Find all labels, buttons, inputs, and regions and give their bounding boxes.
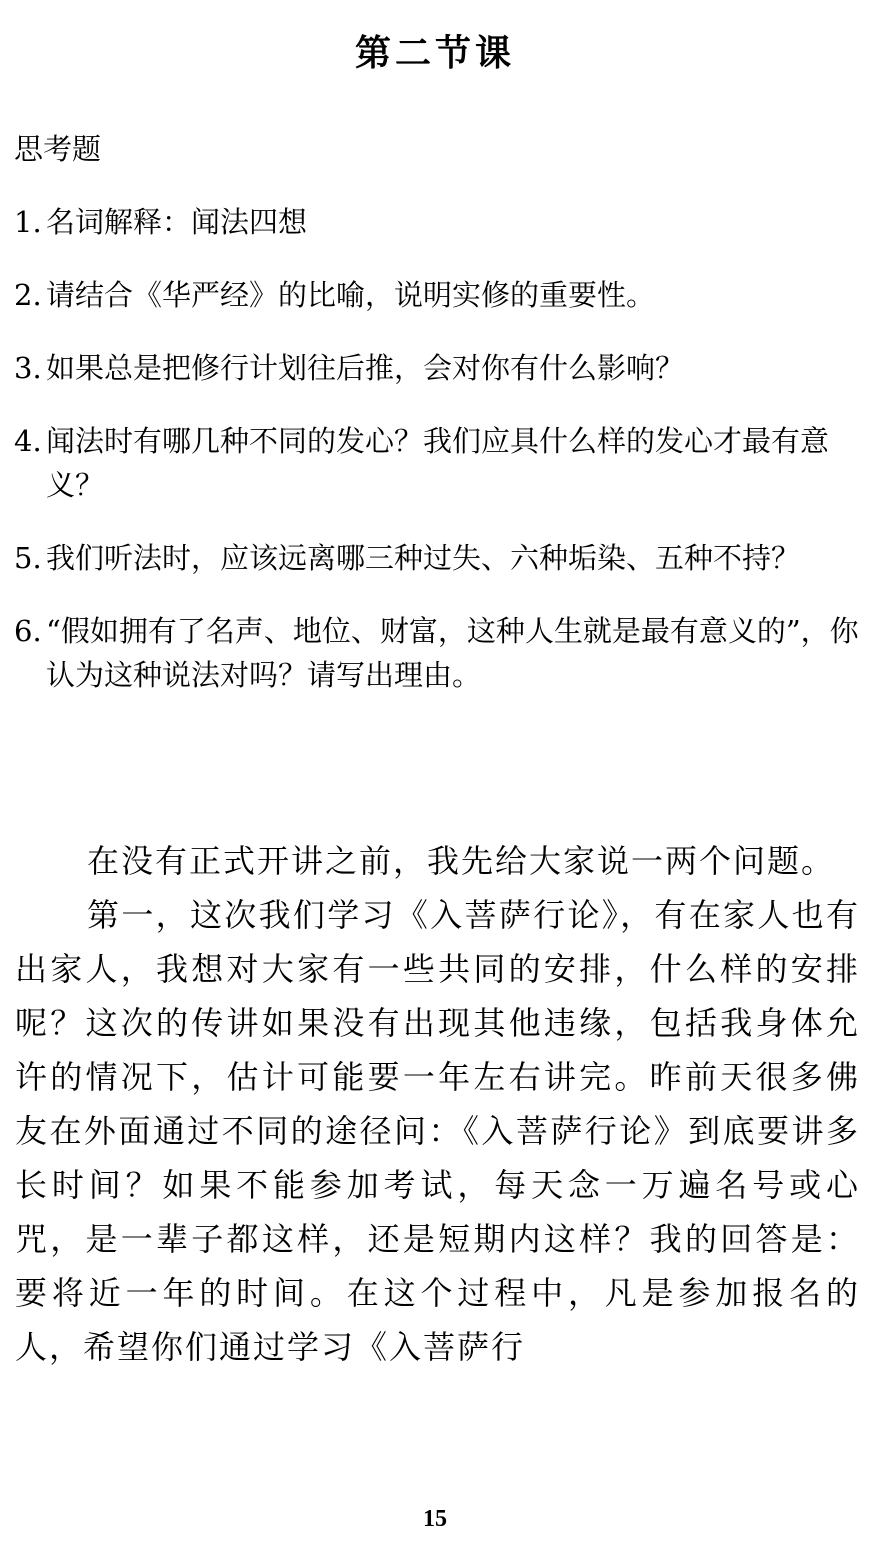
question-item (14, 609, 859, 697)
question-list (14, 200, 859, 697)
page-title: 第二节课 (354, 33, 515, 75)
question-text: 请结合《华严经》的比喻，说明实修的重要性。 (46, 278, 656, 312)
question-number: 5. (14, 541, 42, 575)
question-text: 名词解释：闻法四想 (46, 205, 308, 239)
lecture-paragraph: 在没有正式开讲之前，我先给大家说一两个问题。 (87, 842, 836, 880)
question-text: 如果总是把修行计划往后推，会对你有什么影响？ (46, 351, 685, 385)
question-item (14, 346, 859, 390)
question-number: 2. (14, 278, 42, 312)
question-text: 我们听法时，应该远离哪三种过失、六种垢染、五种不持？ (46, 541, 801, 575)
lecture-paragraph: 第一，这次我们学习《入菩萨行论》，有在家人也有出家人，我想对大家有一些共同的安排，什么样的安排呢？这次的传讲如果没有出现其他违缘，包括我身体允许的情况下，估计可能要一年左右讲完。昨前天很多佛友在外面通过不同的途径问：《入菩萨行论》到底要讲多长时间？如果不能参加考试，每天念一万遍名号或心咒，是一辈子都这样，还是短期内这样？我的回答是：要将近一年的时间。在这个过程中，凡是参加报名的人，希望你们通过学习《入菩萨行 (15, 896, 860, 1366)
question-text: “假如拥有了名声、地位、财富，这种人生就是最有意义的”，你认为这种说法对吗？请写出理由。 (46, 614, 859, 692)
questions-heading: 思考题 (14, 132, 102, 166)
question-number: 3. (14, 351, 42, 385)
question-number: 4. (14, 424, 42, 458)
question-item (14, 273, 859, 317)
question-item (14, 200, 859, 244)
question-number: 1. (14, 205, 42, 239)
question-text: 闻法时有哪几种不同的发心？我们应具什么样的发心才最有意义？ (46, 424, 830, 502)
lecture-body (15, 834, 860, 1374)
question-item (14, 536, 859, 580)
question-item (14, 419, 859, 507)
question-number: 6. (14, 614, 42, 648)
page-number: 15 (423, 1506, 447, 1532)
study-questions (14, 127, 859, 726)
